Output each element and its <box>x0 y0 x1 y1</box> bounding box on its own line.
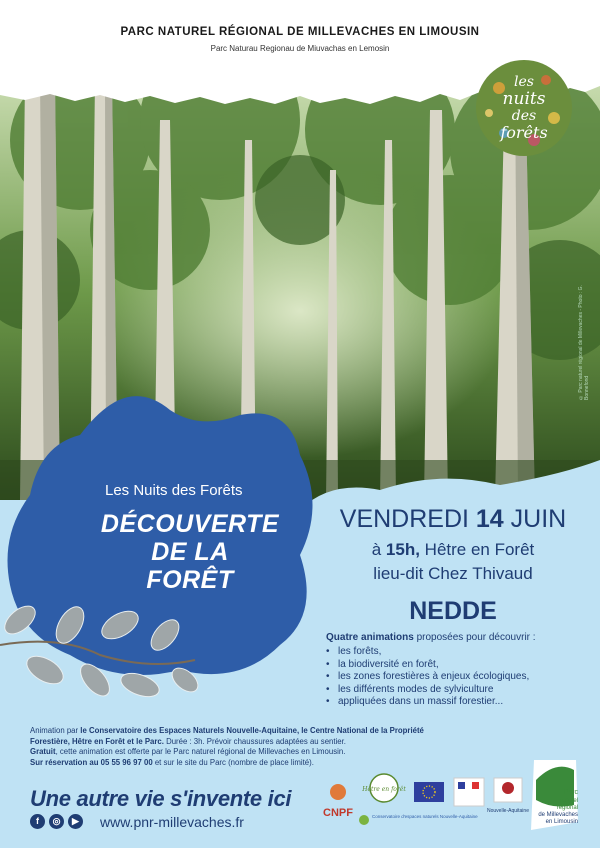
svg-text:Hêtre en forêt: Hêtre en forêt <box>362 786 406 793</box>
time-value: 15h, <box>385 540 420 559</box>
photo-credit: © Parc naturel régional de Millevaches - Photo : G. Bonnefond <box>578 285 590 400</box>
social-links <box>30 814 83 829</box>
park-subtitle: Parc Naturau Regionau de Miuvachas en Lemosin <box>210 44 390 53</box>
instagram-icon[interactable]: ◎ <box>49 814 64 829</box>
event-title <box>95 510 285 594</box>
logo-forets: forêts <box>500 123 548 142</box>
list-item: • la biodiversité en forêt, <box>324 659 529 672</box>
credits-l3b: Gratuit <box>30 747 56 756</box>
partner-logos <box>316 750 596 840</box>
activities-intro <box>326 632 596 643</box>
time-prefix: à <box>371 540 382 559</box>
activities-list <box>324 646 529 709</box>
event-series: Les Nuits des Forêts <box>105 482 243 499</box>
event-title-line3: FORÊT <box>146 566 234 594</box>
event-date <box>318 505 588 534</box>
website-link[interactable]: www.pnr-millevaches.fr <box>100 814 244 830</box>
hetre-en-foret-logo <box>361 774 406 802</box>
list-item: • les différents modes de sylviculture <box>324 684 529 697</box>
credits-l2c: Durée : 3h. Prévoir chaussures adaptées au sentier. <box>163 736 346 746</box>
eu-flag-icon <box>414 782 444 802</box>
event-town: NEDDE <box>409 597 497 625</box>
event-title-line2: DE LA <box>151 538 229 566</box>
logo-des: des <box>511 108 537 124</box>
facebook-icon[interactable]: f <box>30 814 45 829</box>
tagline: Une autre vie s'invente ici <box>30 786 292 811</box>
credits-l4b: Sur réservation au 05 55 96 97 00 <box>30 757 153 767</box>
event-day: VENDREDI <box>339 505 469 533</box>
credits-l1a: Animation par <box>30 726 81 735</box>
parc-millevaches-logo <box>531 760 578 830</box>
cnpf-logo <box>323 784 353 819</box>
svg-text:Nouvelle-Aquitaine: Nouvelle-Aquitaine <box>487 808 529 814</box>
svg-text:régional: régional <box>556 805 578 811</box>
svg-text:naturel: naturel <box>559 798 578 804</box>
logo-les: les <box>514 74 534 90</box>
svg-text:Parc: Parc <box>563 789 578 796</box>
credits-l1b: le Conservatoire des Espaces Naturels Nouvelle-Aquitaine, le Centre National de la Propriété <box>80 726 424 735</box>
list-item: • les forêts, <box>324 646 529 659</box>
svg-text:CNPF: CNPF <box>323 807 353 819</box>
credits-l4c: et sur le site du Parc (nombre de place limité). <box>152 757 314 767</box>
logo-nuits: nuits <box>502 89 546 109</box>
svg-text:en Limousin: en Limousin <box>545 819 578 825</box>
event-place: lieu-dit Chez Thivaud <box>373 564 533 583</box>
event-month: JUIN <box>510 505 567 533</box>
list-item: • appliquées dans un massif forestier... <box>324 696 529 709</box>
event-time <box>318 540 588 560</box>
conservatoire-logo <box>359 814 478 825</box>
beech-leaves-illustration <box>0 585 200 705</box>
list-item: • les zones forestières à enjeux écologiques, <box>324 671 529 684</box>
youtube-icon[interactable]: ▶ <box>68 814 83 829</box>
credits-l3c: , cette animation est offerte par le Parc naturel régional de Millevaches en Limousin. <box>55 747 346 756</box>
event-venue: Hêtre en Forêt <box>424 540 535 559</box>
nuits-des-forets-logo <box>474 58 574 158</box>
region-logo <box>487 778 529 814</box>
intro-rest: proposées pour découvrir : <box>413 632 536 643</box>
credits-l2b: Forestière, Hêtre en Forêt et le Parc. <box>30 736 164 746</box>
intro-bold: Quatre animations <box>326 632 414 643</box>
event-title-line1: DÉCOUVERTE <box>100 510 280 538</box>
park-title: PARC NATUREL RÉGIONAL DE MILLEVACHES EN LIMOUSIN <box>120 26 480 38</box>
event-date-num: 14 <box>475 505 504 533</box>
svg-text:Conservatoire d'espaces nature: Conservatoire d'espaces naturels Nouvelle-Aquitaine <box>372 814 478 819</box>
svg-text:de Millevaches: de Millevaches <box>538 812 578 818</box>
